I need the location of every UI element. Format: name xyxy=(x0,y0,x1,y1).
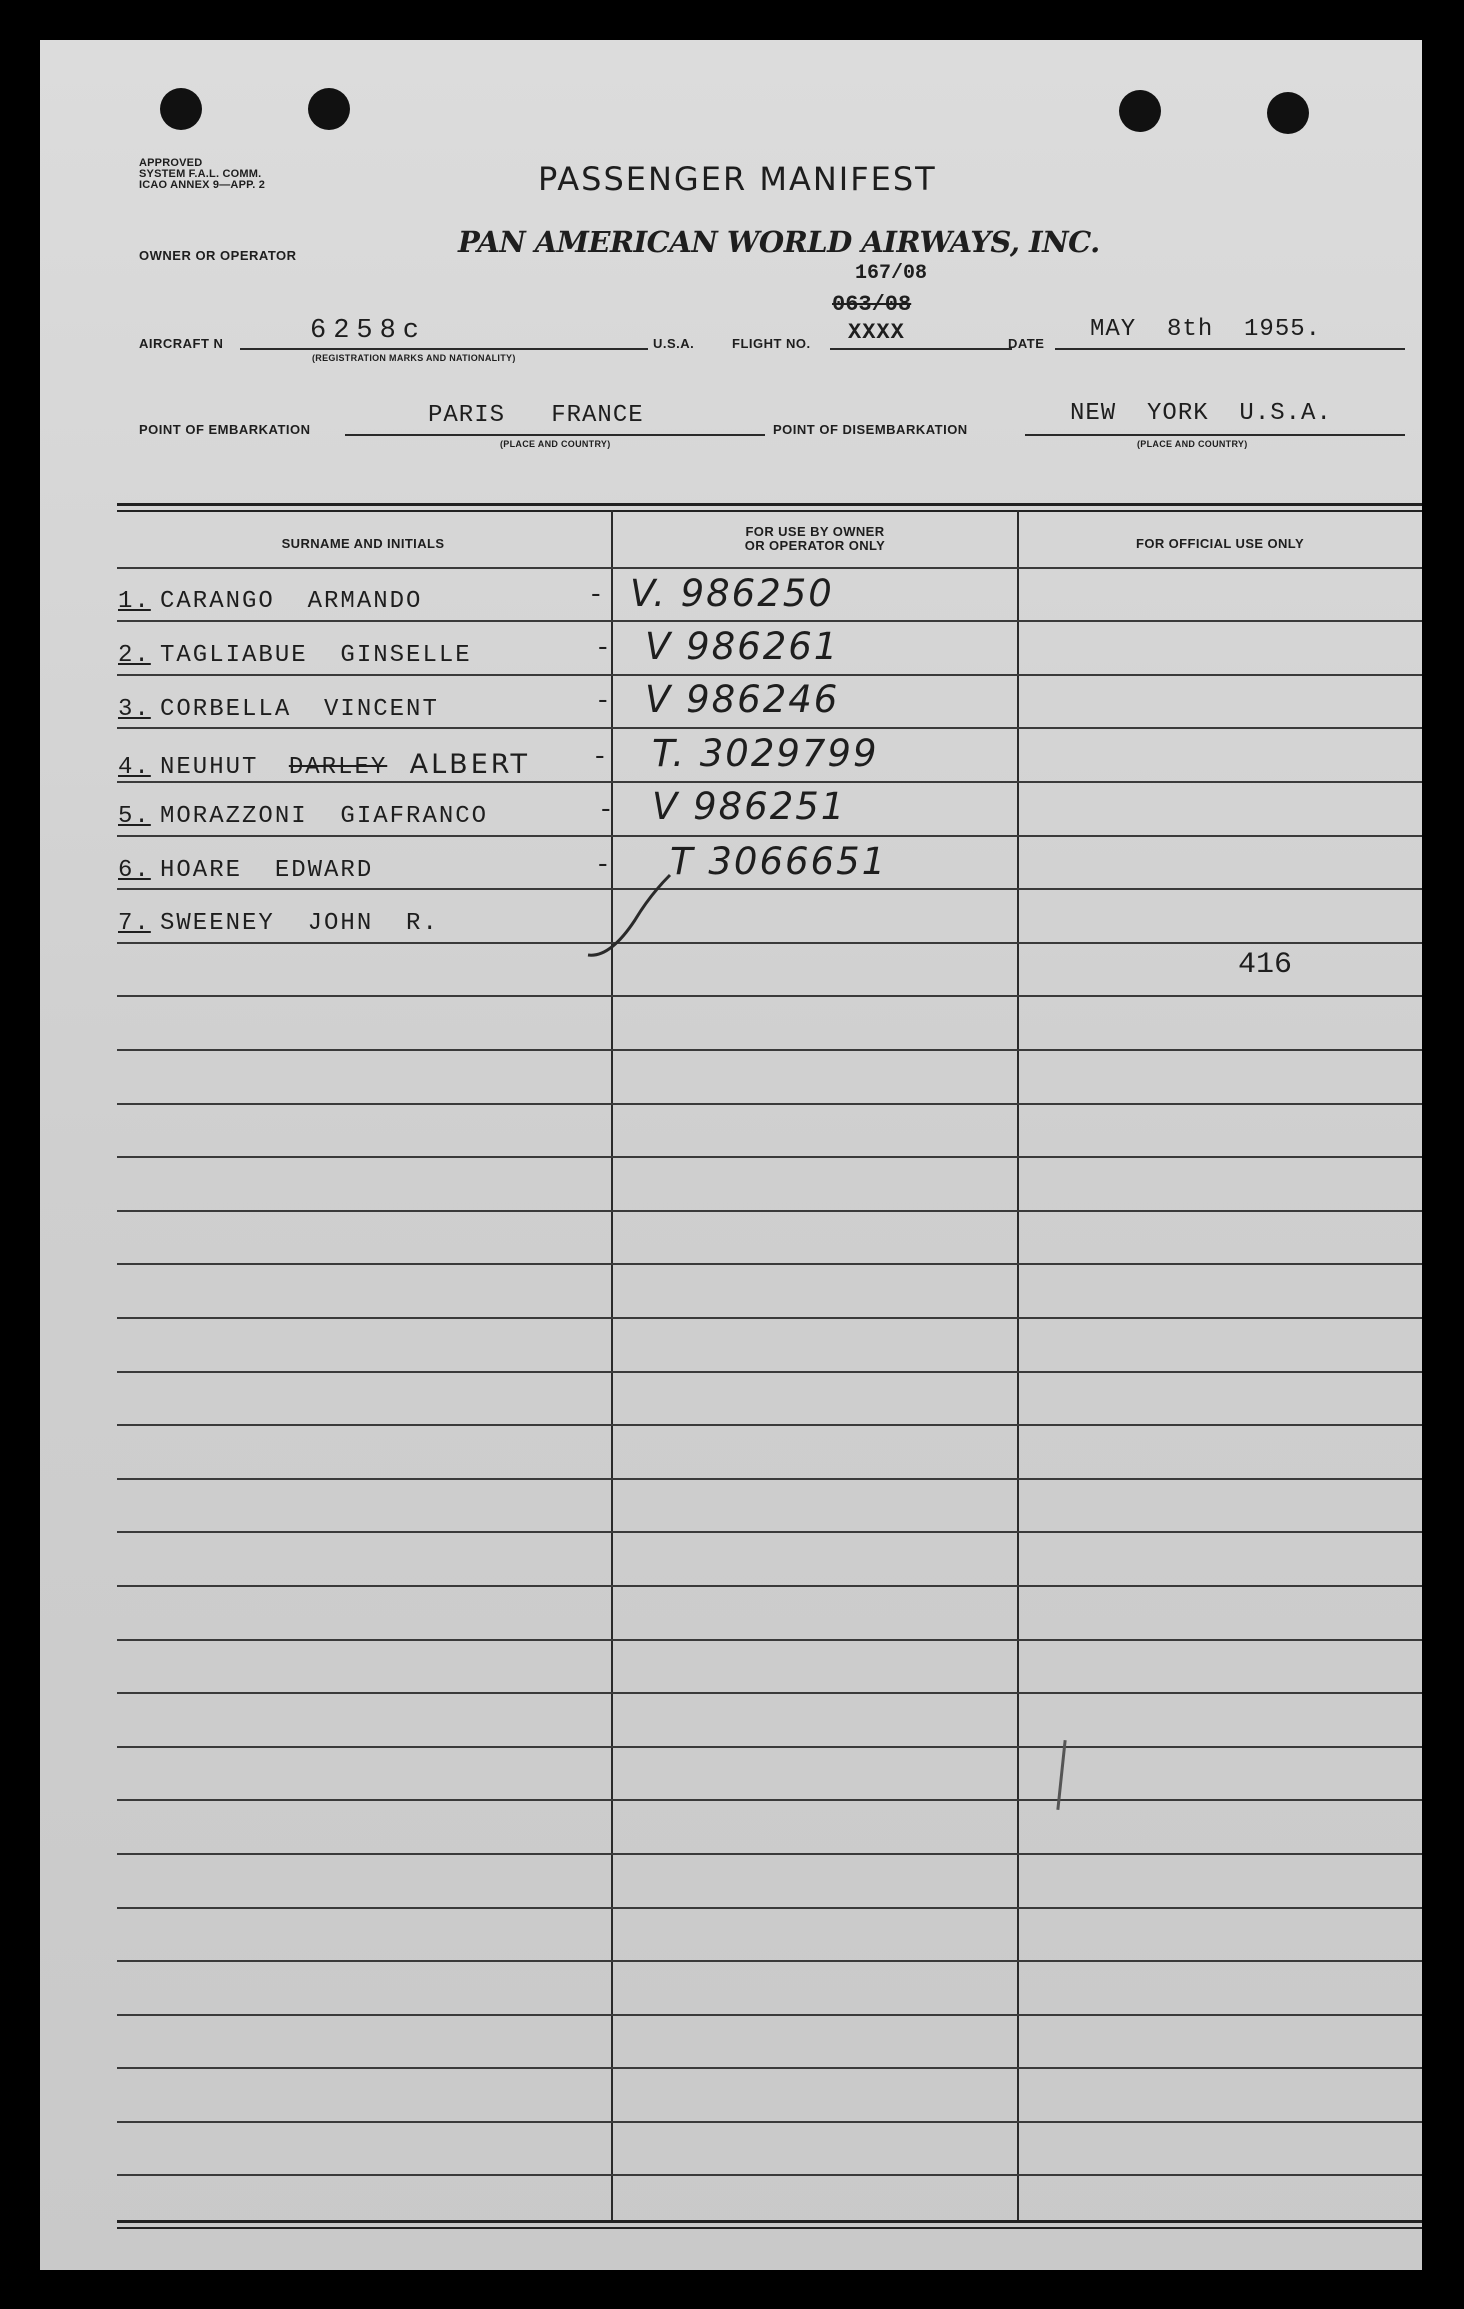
manifest-sheet xyxy=(40,40,1422,2270)
date-underline xyxy=(1055,348,1405,350)
table-row-rule xyxy=(117,1424,1422,1426)
table-top-rule xyxy=(117,510,1422,512)
passenger-number: 7. xyxy=(118,910,151,937)
approval-line: APPROVED xyxy=(139,157,203,169)
check-mark-icon xyxy=(580,860,680,970)
disembarkation-sublabel: (PLACE AND COUNTRY) xyxy=(1137,439,1248,449)
passenger-name: TAGLIABUE GINSELLE xyxy=(160,642,472,669)
flight-handwritten: 167/08 xyxy=(855,262,928,285)
table-row-rule xyxy=(117,1531,1422,1533)
aircraft-sublabel: (REGISTRATION MARKS AND NATIONALITY) xyxy=(312,353,516,363)
row-dash: - xyxy=(592,742,608,772)
passenger-name: NEUHUT xyxy=(160,754,259,781)
passenger-name-added: ALBERT xyxy=(409,749,531,780)
column-divider xyxy=(1017,510,1019,2220)
embarkation-sublabel: (PLACE AND COUNTRY) xyxy=(500,439,611,449)
table-row-rule xyxy=(117,1049,1422,1051)
table-row-rule xyxy=(117,888,1422,890)
table-row-rule xyxy=(117,1585,1422,1587)
passenger-number: 6. xyxy=(118,857,151,884)
row-dash: - xyxy=(598,795,614,825)
flight-underline xyxy=(830,348,1012,350)
table-row-rule xyxy=(117,727,1422,729)
table-row-rule xyxy=(117,1210,1422,1212)
flight-struck: 063/08 xyxy=(832,292,912,317)
column-header-owner-line: OR OPERATOR ONLY xyxy=(744,538,886,553)
aircraft-underline xyxy=(240,348,648,350)
embarkation-value: PARIS FRANCE xyxy=(428,402,644,429)
date-label: DATE xyxy=(1008,336,1045,351)
passenger-number: 5. xyxy=(118,803,151,830)
aircraft-number: 6258c xyxy=(310,316,427,346)
table-row-rule xyxy=(117,1746,1422,1748)
flight-label: FLIGHT NO. xyxy=(732,336,811,351)
row-dash: - xyxy=(595,633,611,663)
passenger-row xyxy=(118,588,422,615)
passenger-name: MORAZZONI GIAFRANCO xyxy=(160,803,489,830)
passenger-number: 2. xyxy=(118,642,151,669)
table-row-rule xyxy=(117,2067,1422,2069)
passenger-row xyxy=(118,642,472,669)
ticket-number: V 986261 xyxy=(645,625,840,668)
passenger-row xyxy=(118,857,373,884)
embarkation-label: POINT OF EMBARKATION xyxy=(139,422,311,437)
table-row-rule xyxy=(117,1156,1422,1158)
table-bottom-rule xyxy=(117,2220,1422,2223)
passenger-name: SWEENEY JOHN R. xyxy=(160,910,439,937)
ticket-number: T. 3029799 xyxy=(652,732,879,775)
punch-hole xyxy=(308,88,350,130)
passenger-number: 1. xyxy=(118,588,151,615)
disembarkation-label: POINT OF DISEMBARKATION xyxy=(773,422,968,437)
table-row-rule xyxy=(117,781,1422,783)
row-dash: - xyxy=(588,580,604,610)
table-row-rule xyxy=(117,835,1422,837)
punch-hole xyxy=(1119,90,1161,132)
table-row-rule xyxy=(117,620,1422,622)
passenger-name: CARANGO ARMANDO xyxy=(160,588,423,615)
approval-line: ICAO ANNEX 9—APP. 2 xyxy=(139,179,266,191)
approval-line: SYSTEM F.A.L. COMM. xyxy=(139,168,262,180)
table-row-rule xyxy=(117,1639,1422,1641)
country-label: U.S.A. xyxy=(653,336,695,351)
table-row-rule xyxy=(117,995,1422,997)
row-dash: - xyxy=(595,850,611,880)
column-header-official: FOR OFFICIAL USE ONLY xyxy=(1135,536,1305,551)
table-row-rule xyxy=(117,1478,1422,1480)
table-row-rule xyxy=(117,1907,1422,1909)
row-dash: - xyxy=(595,686,611,716)
disembarkation-underline xyxy=(1025,434,1405,436)
passenger-number: 3. xyxy=(118,696,151,723)
table-row-rule xyxy=(117,1371,1422,1373)
table-row-rule xyxy=(117,2014,1422,2016)
table-row-rule xyxy=(117,1263,1422,1265)
passenger-number: 4. xyxy=(118,754,151,781)
passenger-row xyxy=(118,910,439,937)
airline-name: PAN AMERICAN WORLD AIRWAYS, INC. xyxy=(458,225,1100,259)
ticket-number: V. 986250 xyxy=(630,572,834,615)
flight-typed: XXXX xyxy=(848,320,905,345)
table-bottom-rule xyxy=(117,2227,1422,2229)
column-header-owner xyxy=(614,525,1016,553)
passenger-name-struck: DARLEY xyxy=(288,754,388,781)
table-row-rule xyxy=(117,942,1422,944)
passenger-row xyxy=(118,696,439,723)
passenger-name: HOARE EDWARD xyxy=(160,857,374,884)
table-row-rule xyxy=(117,1317,1422,1319)
table-row-rule xyxy=(117,1692,1422,1694)
punch-hole xyxy=(160,88,202,130)
ticket-number: T 3066651 xyxy=(670,840,888,883)
approval-block xyxy=(139,158,265,191)
table-row-rule xyxy=(117,1960,1422,1962)
column-header-owner-line: FOR USE BY OWNER xyxy=(745,524,885,539)
column-header-name: SURNAME AND INITIALS xyxy=(281,536,445,551)
date-value: MAY 8th 1955. xyxy=(1090,316,1322,343)
table-row-rule xyxy=(117,1853,1422,1855)
passenger-row xyxy=(118,803,488,830)
passenger-name: CORBELLA VINCENT xyxy=(160,696,439,723)
punch-hole xyxy=(1267,92,1309,134)
table-row-rule xyxy=(117,1103,1422,1105)
ticket-number: V 986246 xyxy=(645,678,840,721)
table-row-rule xyxy=(117,2121,1422,2123)
embarkation-underline xyxy=(345,434,765,436)
table-top-rule xyxy=(117,503,1422,506)
table-row-rule xyxy=(117,1799,1422,1801)
passenger-row xyxy=(118,749,530,781)
aircraft-label: AIRCRAFT N xyxy=(139,336,224,351)
table-row-rule xyxy=(117,674,1422,676)
owner-label: OWNER OR OPERATOR xyxy=(139,248,297,263)
ticket-number: V 986251 xyxy=(652,785,847,828)
table-row-rule xyxy=(117,567,1422,569)
official-note: 416 xyxy=(1238,948,1293,982)
document-title: PASSENGER MANIFEST xyxy=(538,160,937,198)
table-row-rule xyxy=(117,2174,1422,2176)
disembarkation-value: NEW YORK U.S.A. xyxy=(1070,400,1332,427)
column-divider xyxy=(611,510,613,2220)
